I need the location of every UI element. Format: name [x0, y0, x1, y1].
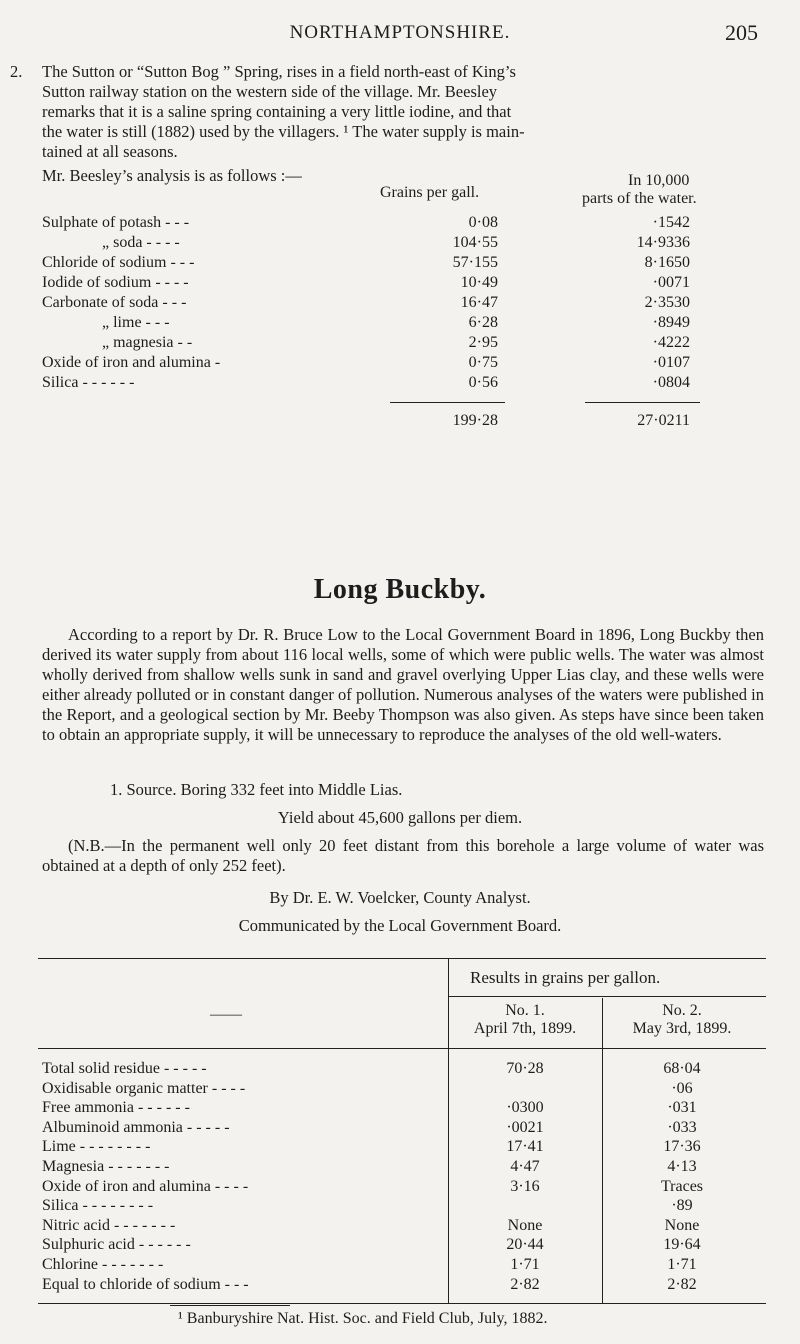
table2-no1-value: 4·47	[510, 1158, 540, 1175]
long-buckby-paragraph: According to a report by Dr. R. Bruce Low to the Local Government Board in 1896, Long Buckby then derived its water supply from about 116 local wells, some of which were public wells. The water was almost wholly derived from shallow wells sunk in sand and gravel overlying Upper Lias clay, and these wells were either already polluted or in constant danger of pollution. Numerous analyses of the waters were published in the Report, and a geological section by Mr. Beeby Thompson was also given. As steps have since been taken to obtain an appropriate supply, it will be unnecessary to reproduce the analyses of the old well-waters.	[42, 625, 764, 744]
sutton-line-5: tained at all seasons.	[42, 142, 178, 161]
table-bottom-rule	[38, 1303, 766, 1304]
table1-row-label: Silica - - - - - -	[42, 374, 135, 391]
table2-no2-value: ·031	[667, 1099, 697, 1117]
table1-row-label: Oxide of iron and alumina -	[42, 354, 221, 371]
table2-no2-value: 2·82	[667, 1275, 697, 1293]
running-head: NORTHAMPTONSHIRE.	[289, 22, 511, 43]
table1-grains-value: 104·55	[452, 234, 498, 251]
table1-row-label: „ magnesia - -	[102, 334, 193, 351]
page-number: 205	[725, 20, 758, 45]
table2-no2-value: ·033	[667, 1118, 697, 1136]
footnote-rule	[170, 1305, 290, 1306]
total-rule-grains	[390, 402, 505, 403]
table2-row-label: Silica - - - - - - - -	[42, 1197, 154, 1215]
table1-parts-value: ·4222	[652, 334, 690, 351]
analyst-line: By Dr. E. W. Voelcker, County Analyst.	[269, 888, 531, 907]
table2-row-label: Equal to chloride of sodium - - -	[42, 1275, 249, 1293]
col2-header-number: No. 2.	[662, 1002, 702, 1019]
table1-row-label: „ soda - - - -	[102, 234, 180, 251]
table1-parts-value: 14·9336	[636, 234, 690, 251]
group-header: Results in grains per gallon.	[470, 968, 661, 987]
table1-row-label: Chloride of sodium - - -	[42, 254, 195, 271]
table1-row-label: „ lime - - -	[102, 314, 170, 331]
table2-no1-value: 2·82	[510, 1275, 540, 1293]
sutton-line-3: remarks that it is a saline spring containing a very little iodine, and that	[42, 102, 512, 121]
nb-note: (N.B.—In the permanent well only 20 feet distant from this borehole a large volume of water was obtained at a depth of only 252 feet).	[42, 836, 764, 875]
table1-row-label: Sulphate of potash - - -	[42, 214, 190, 231]
table2-row-label: Total solid residue - - - - -	[42, 1060, 207, 1077]
table2-no1-value: ·0300	[506, 1099, 544, 1117]
table1-grains-value: 0·08	[468, 214, 498, 231]
table1-parts-value: ·1542	[652, 214, 690, 231]
table2-no2-value: ·89	[671, 1197, 693, 1215]
yield-line: Yield about 45,600 gallons per diem.	[277, 808, 523, 827]
table2-row-label: Oxidisable organic matter - - - -	[42, 1079, 246, 1097]
col1-header-number: No. 1.	[505, 1002, 545, 1019]
table1-grains-value: 16·47	[460, 294, 498, 311]
section-heading: Long Buckby.	[313, 574, 487, 605]
table1-parts-value: ·0804	[652, 374, 690, 391]
table2-no1-value: 3·16	[510, 1177, 540, 1195]
footnote: ¹ Banburyshire Nat. Hist. Soc. and Field Club, July, 1882.	[178, 1310, 548, 1327]
sutton-line-1: The Sutton or “Sutton Bog ” Spring, rises in a field north-east of King’s	[42, 62, 516, 81]
table2-no2-value: Traces	[660, 1177, 704, 1195]
item-number: 2.	[10, 62, 23, 81]
col-header-parts-1: In 10,000	[628, 172, 690, 189]
table1-row-label: Carbonate of soda - - -	[42, 294, 187, 311]
table2-no2-value: None	[664, 1216, 700, 1234]
table1-row-label: Iodide of sodium - - - -	[42, 274, 189, 291]
table1-parts-value: ·0071	[652, 274, 690, 291]
table2-no2-value: 68·04	[663, 1060, 701, 1077]
total-rule-parts	[585, 402, 700, 403]
table2-row-label: Lime - - - - - - - -	[42, 1138, 151, 1156]
total-parts: 27·0211	[637, 412, 690, 429]
table1-grains-value: 2·95	[468, 334, 498, 351]
table-divider-mid	[602, 998, 603, 1303]
source-line: 1. Source. Boring 332 feet into Middle Lias.	[110, 780, 403, 799]
communicated-line: Communicated by the Local Government Board.	[238, 916, 562, 935]
sutton-line-4: the water is still (1882) used by the villagers. ¹ The water supply is main-	[42, 122, 525, 141]
table2-no2-value: 19·64	[663, 1236, 701, 1254]
table-divider-left	[448, 958, 449, 1303]
col-header-grains: Grains per gall.	[380, 184, 480, 201]
table2-row-label: Oxide of iron and alumina - - - -	[42, 1177, 249, 1195]
table2-row-label: Chlorine - - - - - - -	[42, 1256, 164, 1273]
table1-grains-value: 10·49	[460, 274, 498, 291]
sutton-line-2: Sutton railway station on the western side of the village. Mr. Beesley	[42, 82, 498, 101]
col-header-parts-2: parts of the water.	[582, 190, 697, 207]
table2-row-label: Magnesia - - - - - - -	[42, 1158, 170, 1175]
table1-parts-value: ·0107	[652, 354, 690, 371]
table2-no1-value: 1·71	[510, 1256, 540, 1273]
table1-grains-value: 57·155	[452, 254, 498, 271]
table1-grains-value: 6·28	[468, 314, 498, 331]
table1-parts-value: ·8949	[652, 314, 690, 331]
table2-no2-value: 4·13	[667, 1158, 697, 1175]
total-grains: 199·28	[452, 412, 498, 429]
table1-grains-value: 0·56	[468, 374, 498, 391]
col2-header-date: May 3rd, 1899.	[632, 1020, 732, 1037]
table2-row-label: Nitric acid - - - - - - -	[42, 1216, 176, 1234]
table2-no1-value: 70·28	[506, 1060, 544, 1077]
table2-row-label: Sulphuric acid - - - - - -	[42, 1236, 191, 1254]
table2-no2-value: ·06	[671, 1079, 693, 1097]
table2-row-label: Albuminoid ammonia - - - - -	[42, 1118, 230, 1136]
analysis-intro: Mr. Beesley’s analysis is as follows :—	[42, 166, 302, 185]
table1-parts-value: 8·1650	[644, 254, 690, 271]
table-top-rule	[38, 958, 766, 959]
table2-no1-value: None	[507, 1216, 543, 1234]
table-corner: ——	[210, 1006, 242, 1023]
table2-no2-value: 1·71	[667, 1256, 697, 1273]
table2-no1-value: 17·41	[506, 1138, 544, 1156]
table1-parts-value: 2·3530	[644, 294, 690, 311]
group-rule	[448, 996, 766, 997]
header-rule	[38, 1048, 766, 1049]
table2-no1-value: 20·44	[506, 1236, 544, 1254]
table2-no1-value: ·0021	[506, 1118, 544, 1136]
table2-row-label: Free ammonia - - - - - -	[42, 1099, 190, 1117]
col1-header-date: April 7th, 1899.	[473, 1020, 577, 1037]
table2-no2-value: 17·36	[663, 1138, 701, 1156]
table1-grains-value: 0·75	[468, 354, 498, 371]
